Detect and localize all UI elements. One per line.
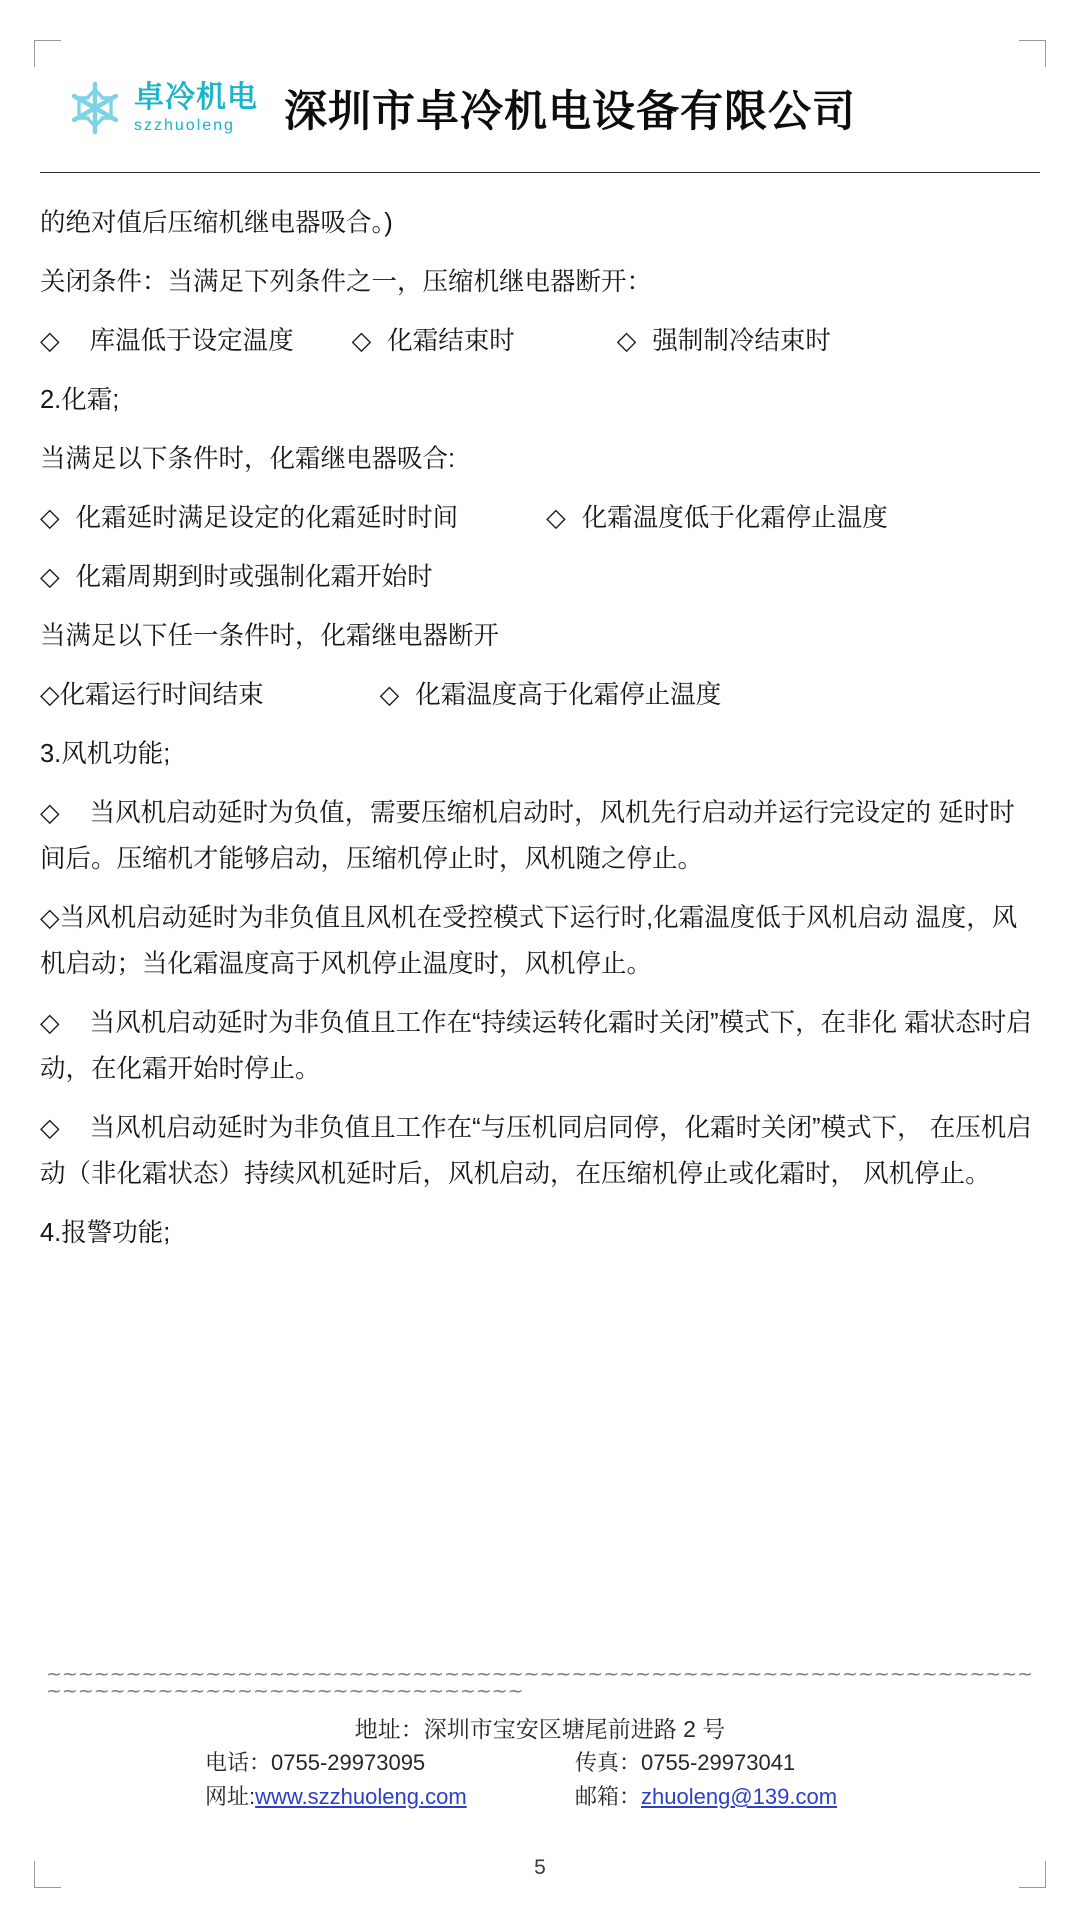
diamond-icon: ◇ — [40, 563, 60, 591]
footer-email-label: 邮箱： — [575, 1784, 642, 1809]
company-title: 深圳市卓冷机电设备有限公司 — [284, 87, 856, 136]
bullet-row-fan-continuous-mode — [40, 1000, 1040, 1092]
bullet-text-defrost-temp-above: 化霜温度高于化霜停止温度 — [415, 681, 722, 709]
footer-phone-label: 电话： — [205, 1750, 272, 1775]
diamond-icon: ◇ — [616, 327, 637, 355]
footer-website — [205, 1780, 505, 1814]
bullet-text-defrost-delay: 化霜延时满足设定的化霜延时时间 — [75, 504, 459, 532]
bullet-text-fan-sync-mode: 当风机启动延时为非负值且工作在“与压机同启同停，化霜时关闭”模式下， 在压机启动（非化霜状态）持续风机延时后，风机启动，在压缩机停止或化霜时， 风机停止。 — [40, 1114, 1032, 1188]
footer-phone-value: 0755-29973095 — [271, 1750, 426, 1775]
footer-email — [575, 1780, 875, 1814]
footer-phone — [205, 1746, 505, 1780]
document-body — [40, 200, 1040, 1269]
document-footer — [0, 1712, 1080, 1814]
diamond-icon: ◇ — [40, 327, 60, 355]
diamond-icon: ◇ — [546, 504, 566, 532]
header-divider — [40, 172, 1040, 173]
bullet-text-defrost-runtime-end: 化霜运行时间结束 — [59, 681, 264, 709]
diamond-icon: ◇ — [40, 681, 60, 709]
paragraph-defrost-dropout: 当满足以下任一条件时，化霜继电器断开 — [40, 622, 500, 650]
bullet-row-defrost-dropout-conditions — [40, 672, 1040, 718]
paragraph-close-condition-tail: 的绝对值后压缩机继电器吸合。) — [40, 209, 393, 237]
logo-chinese-name: 卓冷机电 — [134, 80, 258, 114]
document-header — [40, 62, 1040, 154]
bullet-text-fan-continuous-mode: 当风机启动延时为非负值且工作在“持续运转化霜时关闭”模式下，在非化 霜状态时启动，在化霜开始时停止。 — [40, 1009, 1032, 1083]
bullet-row-fan-negative-delay — [40, 790, 1040, 882]
heading-4-alarm-function: 4.报警功能; — [40, 1219, 171, 1247]
bullet-text-defrost-end: 化霜结束时 — [387, 327, 515, 355]
diamond-icon: ◇ — [40, 904, 60, 932]
diamond-icon: ◇ — [40, 1009, 60, 1037]
bullet-row-fan-controlled-mode — [40, 895, 1040, 987]
footer-fax — [575, 1746, 875, 1780]
company-logo — [64, 77, 258, 139]
logo-pinyin: szzhuoleng — [134, 116, 235, 134]
diamond-icon: ◇ — [40, 799, 60, 827]
diamond-icon: ◇ — [351, 327, 372, 355]
footer-address: 地址：深圳市宝安区塘尾前进路 2 号 — [354, 1716, 726, 1742]
footer-email-link[interactable]: zhuoleng@139.com — [641, 1784, 838, 1809]
squiggle-separator: ~~~~~~~~~~~~~~~~~~~~~~~~~~~~~~~~~~~~~~~~~~~~~~~~~~~~~~~~~~~~~~~~~~~~~~~~~~~~~~~~~~~~~~~~~~~~ — [46, 1663, 1034, 1702]
footer-website-link[interactable]: www.szzhuoleng.com — [255, 1784, 467, 1809]
diamond-icon: ◇ — [40, 504, 60, 532]
snowflake-icon — [64, 77, 126, 139]
heading-2-defrost: 2.化霜; — [40, 386, 120, 414]
bullet-row-defrost-conditions — [40, 495, 1040, 541]
diamond-icon: ◇ — [40, 1114, 60, 1142]
footer-web-row — [0, 1780, 1080, 1814]
diamond-icon: ◇ — [379, 681, 400, 709]
heading-3-fan-function: 3.风机功能; — [40, 740, 171, 768]
page-number: 5 — [534, 1856, 546, 1879]
bullet-text-temp-below-set: 库温低于设定温度 — [89, 327, 294, 355]
footer-contact-row — [0, 1746, 1080, 1780]
footer-website-label: 网址: — [205, 1784, 256, 1809]
paragraph-close-condition: 关闭条件：当满足下列条件之一，压缩机继电器断开： — [40, 268, 653, 296]
bullet-text-defrost-cycle: 化霜周期到时或强制化霜开始时 — [75, 563, 433, 591]
bullet-row-defrost-cycle — [40, 554, 1040, 600]
bullet-text-fan-negative-delay: 当风机启动延时为负值，需要压缩机启动时，风机先行启动并运行完设定的 延时时间后。压缩机才能够启动，压缩机停止时，风机随之停止。 — [40, 799, 1015, 873]
paragraph-defrost-pickup: 当满足以下条件时，化霜继电器吸合: — [40, 445, 456, 473]
bullet-text-force-cool-end: 强制制冷结束时 — [652, 327, 831, 355]
bullet-text-fan-controlled-mode: 当风机启动延时为非负值且风机在受控模式下运行时,化霜温度低于风机启动 温度，风机启动；当化霜温度高于风机停止温度时，风机停止。 — [40, 904, 1018, 978]
bullet-row-close-conditions — [40, 318, 1040, 364]
bullet-text-defrost-temp-below: 化霜温度低于化霜停止温度 — [581, 504, 888, 532]
footer-fax-label: 传真： — [575, 1750, 642, 1775]
bullet-row-fan-sync-mode — [40, 1105, 1040, 1197]
footer-fax-value: 0755-29973041 — [641, 1750, 796, 1775]
logo-text — [134, 80, 258, 134]
